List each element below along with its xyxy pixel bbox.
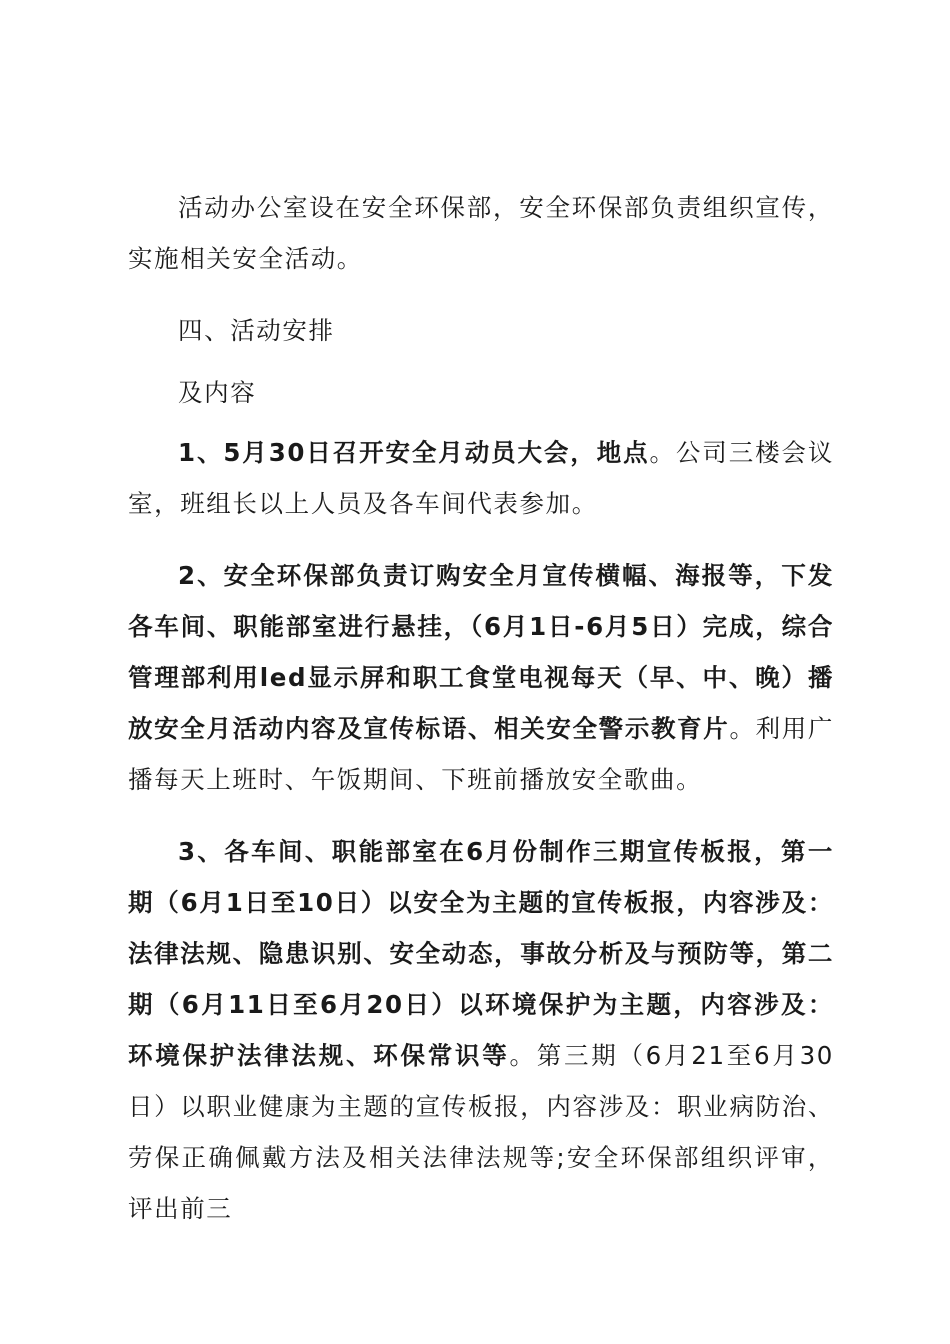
item-3-text: 。第三期（6月21至6月30日）以职业健康为主题的宣传板报，内容涉及：职业病防治、劳保正确佩戴方法及相关法律法规等;安全环保部组织评审，评出前三 <box>128 1041 834 1223</box>
paragraph-item-2 <box>128 550 834 805</box>
paragraph-item-1 <box>128 427 834 529</box>
section-4-heading-text: 四、活动安排 <box>178 316 335 345</box>
item-2-bold-text: 2、安全环保部负责订购安全月宣传横幅、海报等，下发各车间、职能部室进行悬挂，（6月1日-6月5日）完成，综合管理部利用led显示屏和职工食堂电视每天（早、中、晚）播放安全月活动内容及宣传标语、相关安全警示教育片 <box>128 561 834 743</box>
paragraph-item-3 <box>128 826 834 1234</box>
paragraph-office <box>128 182 834 284</box>
section-4-subheading-text: 及内容 <box>178 378 257 407</box>
item-2-text: 。利用广播每天上班时、午饭期间、下班前播放安全歌曲。 <box>128 714 834 794</box>
section-4-subheading <box>128 367 834 418</box>
document-body <box>128 182 834 1255</box>
section-4-heading <box>128 305 834 356</box>
item-1-text: 。公司三楼会议室，班组长以上人员及各车间代表参加。 <box>128 438 835 518</box>
item-1-bold-text: 1、5月30日召开安全月动员大会，地点 <box>178 438 650 467</box>
item-3-bold-text: 3、各车间、职能部室在6月份制作三期宣传板报，第一期（6月1日至10日）以安全为主题的宣传板报，内容涉及：法律法规、隐患识别、安全动态，事故分析及与预防等，第二期（6月11日至6月20日）以环境保护为主题，内容涉及：环境保护法律法规、环保常识等 <box>128 837 834 1070</box>
paragraph-office-text: 活动办公室设在安全环保部，安全环保部负责组织宣传，实施相关安全活动。 <box>128 193 834 273</box>
